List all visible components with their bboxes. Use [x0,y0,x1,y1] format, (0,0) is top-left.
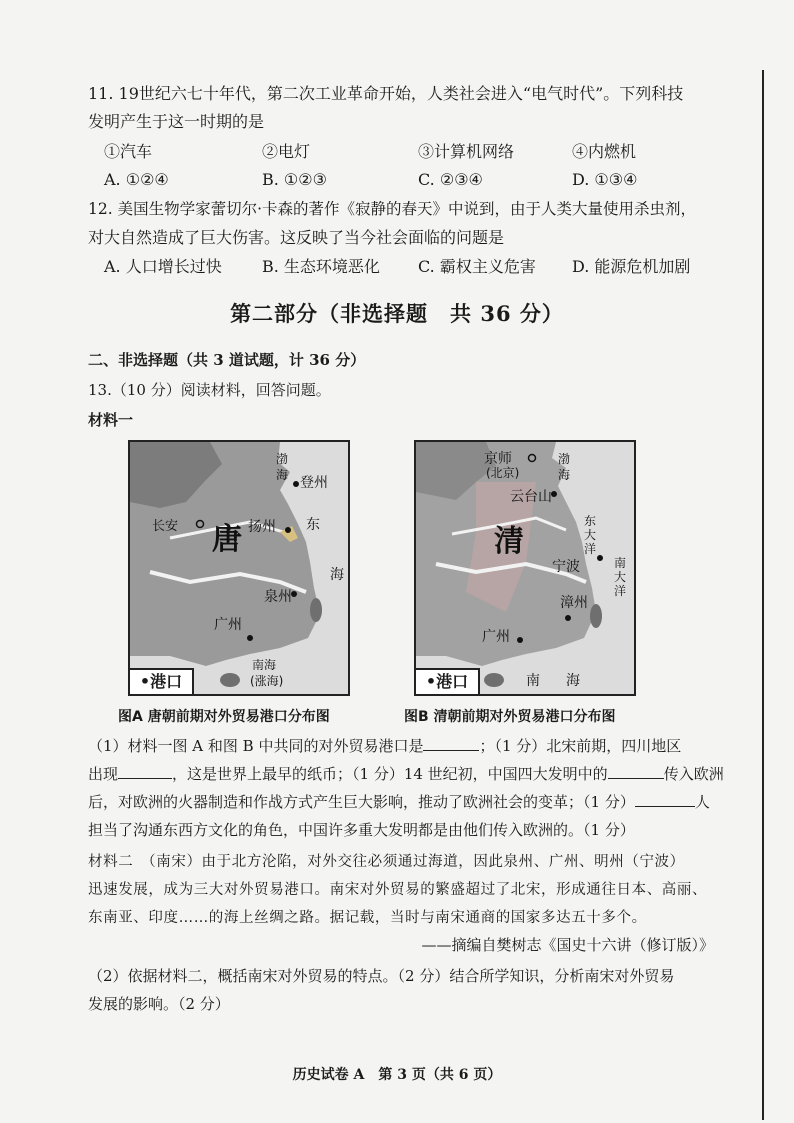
part2-title: 第二部分（非选择题 共 36 分） [230,301,564,326]
port-dot-icon: • [425,672,437,691]
answer-blank-3[interactable] [608,762,664,779]
q13-intro: 13.（10 分）阅读材料，回答问题。 [88,381,331,399]
map-b-legend [416,668,480,694]
sub2-line1: （2）依据材料二，概括南宋对外贸易的特点。（2 分）结合所学知识，分析南宋对外贸易 [88,967,675,985]
material2-line1: 材料二 （南宋）由于北方沦陷，对外交往必须通过海道，因此泉州、广州、明州（宁波） [88,854,685,870]
q11-item-4: ④内燃机 [572,142,637,161]
map-a-label-nanhai: 南海 [252,658,277,672]
q11-item-2: ②电灯 [262,142,311,161]
map-b-label-ningbo: 宁波 [552,559,580,575]
sub1-line2 [88,762,724,786]
map-a-label-bo: 渤 [276,452,289,466]
sub1-line1-text-a: （1）材料一图 A 和图 B 中共同的对外贸易港口是 [88,737,424,755]
map-a-label-hai2: 海 [330,567,344,583]
map-a-label-zhanghai: (涨海) [250,674,284,688]
q12-option-c: C. 霸权主义危害 [418,257,536,276]
map-b-label-nandayang: 南大洋 [614,556,627,598]
map-b-label-nan: 南 [526,673,540,689]
map-b-label-zhangzhou: 漳州 [560,595,588,611]
material1-label: 材料一 [88,411,134,429]
map-a-dynasty-label: 唐 [212,522,242,557]
port-dot-icon: • [139,672,151,691]
map-b-label-yuntaishan: 云台山 [510,489,552,505]
q11-stem-line2: 发明产生于这一时期的是 [88,112,265,131]
material2-line2: 迅速发展，成为三大对外贸易港口。南宋对外贸易的繁盛超过了北宋，形成通往日本、高丽、 [88,882,708,898]
map-b-label-dongdayang: 东大洋 [584,514,597,556]
sub2-line2: 发展的影响。（2 分） [88,995,230,1013]
sub1-line2-text-b: ，这是世界上最早的纸币；（1 分）14 世纪初，中国四大发明中的 [172,765,608,783]
map-a-tang [128,440,350,696]
map-b-label-hai2: 海 [566,673,580,689]
answer-blank-4[interactable] [635,790,695,807]
map-a-label-yangzhou: 扬州 [248,519,276,535]
map-b-label-capital: 京师 [484,451,512,467]
page-edge-line [762,70,764,1120]
map-b-qing [414,440,636,696]
map-a-label-dong: 东 [306,517,320,533]
sub1-line1-text-b: ；（1 分）北宋前期，四川地区 [479,737,682,755]
map-a-legend-label: 港口 [150,672,183,691]
map-a-label-guangzhou: 广州 [214,617,242,633]
q11-option-d: D. ①③④ [572,170,638,189]
map-b-label-capital-sub: (北京) [486,466,520,480]
map-b-dynasty-label: 清 [494,524,524,559]
q11-item-3: ③计算机网络 [418,142,515,161]
q12-option-d: D. 能源危机加剧 [572,257,691,276]
material2-source: ——摘编自樊树志《国史十六讲（修订版）》 [421,936,714,954]
map-a-label-hai1: 海 [276,468,289,482]
q12-option-a: A. 人口增长过快 [104,257,222,276]
map-b-label-hai1: 海 [558,468,571,482]
map-a-legend [130,668,194,694]
section2-heading: 二、非选择题（共 3 道试题，计 36 分） [88,351,366,369]
q12-stem-line1: 12. 美国生物学家蕾切尔·卡森的著作《寂静的春天》中说到，由于人类大量使用杀虫剂， [88,200,697,218]
sub1-line3-text-a: 后，对欧洲的火器制造和作战方式产生巨大影响，推动了欧洲社会的变革；（1 分） [88,793,635,811]
q11-option-b: B. ①②③ [262,170,327,189]
q11-option-a: A. ①②④ [104,170,169,189]
map-b-label-bo: 渤 [558,452,571,466]
map-b-caption: 图B 清朝前期对外贸易港口分布图 [404,709,616,725]
sub1-line1 [88,734,681,758]
q12-stem-line2: 对大自然造成了巨大伤害。这反映了当今社会面临的问题是 [88,228,505,247]
map-b-legend-label: 港口 [436,672,469,691]
material2-line3: 东南亚、印度……的海上丝绸之路。据记载，当时与南宋通商的国家多达五十多个。 [88,910,647,926]
answer-blank-1[interactable] [423,734,479,751]
sub1-line4: 担当了沟通东西方文化的角色，中国许多重大发明都是由他们传入欧洲的。（1 分） [88,821,635,839]
sub1-line3 [88,790,710,814]
map-a-label-quanzhou: 泉州 [264,589,292,605]
map-a-label-capital: 长安 [152,519,179,534]
q11-stem-line1: 11. 19世纪六七十年代，第二次工业革命开始，人类社会进入“电气时代”。下列科技 [88,84,684,103]
answer-blank-2[interactable] [118,762,172,779]
map-b-label-guangzhou: 广州 [482,629,510,645]
sub1-line3-text-b: 人 [694,793,710,811]
map-b-graphic [416,442,634,694]
q11-item-1: ①汽车 [104,142,153,161]
page-footer: 历史试卷 A 第 3 页（共 6 页） [292,1067,502,1083]
q11-option-c: C. ②③④ [418,170,483,189]
map-a-caption: 图A 唐朝前期对外贸易港口分布图 [118,709,330,725]
sub1-line2-text-a: 出现 [88,765,119,783]
sub1-line2-text-c: 传入欧洲 [663,765,724,783]
map-a-label-dengzhou: 登州 [300,475,328,491]
q12-option-b: B. 生态环境恶化 [262,257,380,276]
